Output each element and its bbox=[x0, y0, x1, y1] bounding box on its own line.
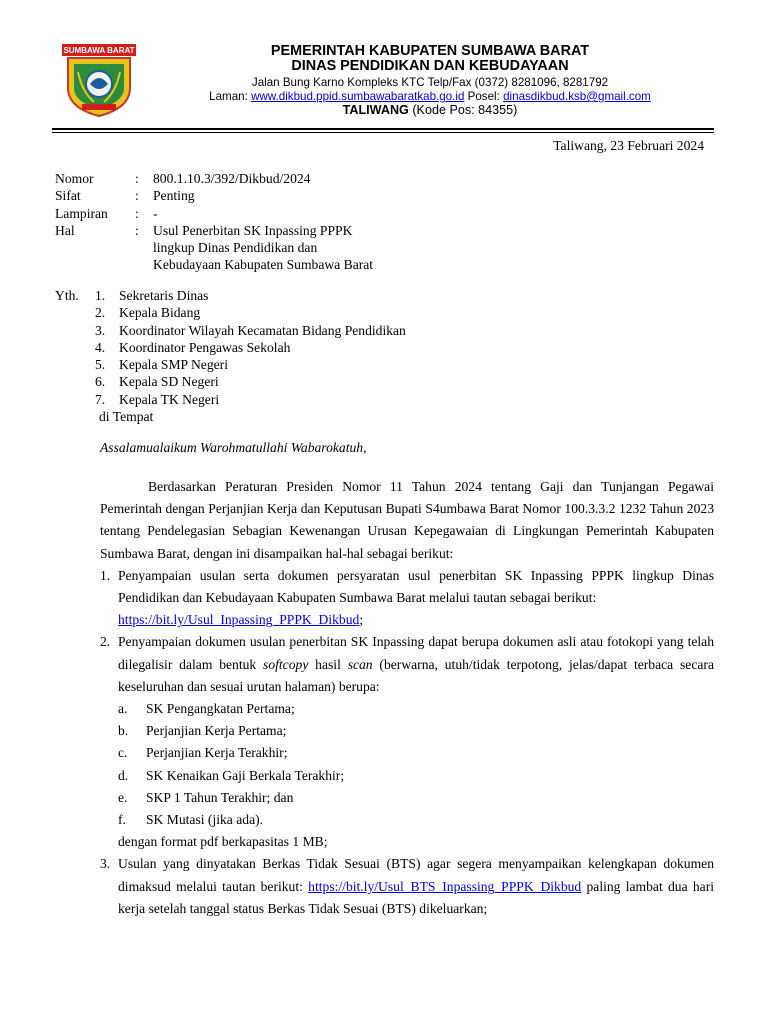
recipient-item: 3. Koordinator Wilayah Kecamatan Bidang Pendidikan bbox=[95, 322, 406, 338]
dept-name: DINAS PENDIDIKAN DAN KEBUDAYAAN bbox=[291, 58, 569, 74]
meta-colon: : bbox=[135, 171, 139, 186]
document-item: d. SK Kenaikan Gaji Berkala Terakhir; bbox=[118, 765, 714, 787]
address-line: Jalan Bung Karno Kompleks KTC Telp/Fax (0372) 8281096, 8281792 bbox=[251, 76, 609, 89]
email-link[interactable]: dinasdikbud.ksb@gmail.com bbox=[503, 90, 651, 103]
meta-value: Usul Penerbitan SK Inpassing PPPK bbox=[153, 222, 353, 238]
document-name: Perjanjian Kerja Pertama; bbox=[146, 723, 287, 739]
document-item: b. Perjanjian Kerja Pertama; bbox=[118, 720, 714, 742]
recipient-name: Kepala TK Negeri bbox=[119, 391, 220, 407]
document-name: Perjanjian Kerja Terakhir; bbox=[146, 745, 288, 761]
letterhead-text bbox=[160, 44, 700, 118]
point-3: 3. Usulan yang dinyatakan Berkas Tidak Sesuai (BTS) agar segera menyampaikan kelengkapan dokumen dimaksud melalui tautan berikut: https://bit.ly/Usul_BTS_Inpassing_PPPK_Dikbud paling lambat dua hari kerja setelah tanggal status Berkas Tidak Sesuai (BTS) dikeluarkan; bbox=[100, 856, 714, 916]
meta-colon: : bbox=[135, 222, 139, 238]
letter-body bbox=[100, 476, 714, 920]
point-2: 2. Penyampaian dokumen usulan penerbitan SK Inpassing dapat berupa dokumen asli atau fotokopi yang telah dilegalisir dalam bentuk softcopy hasil scan (berwarna, utuh/tidak terpotong, jelas/dapat terbaca secara keseluruhan dan sesuai urutan halaman) berupa: bbox=[100, 634, 714, 694]
recipients bbox=[55, 287, 406, 425]
point-2-text-b: (berwarna, utuh/tidak terpotong, jelas/dapat terbaca secara keseluruhan dan sesuai urutan halaman) berupa: bbox=[118, 656, 714, 694]
meta-colon: : bbox=[135, 205, 139, 221]
recipient-item: 2. Kepala Bidang bbox=[95, 305, 201, 321]
regency-logo bbox=[60, 42, 138, 118]
recipient-place: di Tempat bbox=[99, 409, 154, 425]
meta-key: Nomor bbox=[55, 171, 94, 186]
recipient-name: Kepala Bidang bbox=[119, 305, 201, 321]
inpassing-form-link[interactable]: https://bit.ly/Usul_Inpassing_PPPK_Dikbud bbox=[118, 612, 360, 628]
document-name: SK Mutasi (jika ada). bbox=[146, 812, 264, 828]
postal-code: (Kode Pos: 84355) bbox=[412, 103, 518, 117]
document-name: SKP 1 Tahun Terakhir; dan bbox=[146, 789, 294, 805]
posel-label: Posel: bbox=[467, 90, 500, 103]
letter-meta bbox=[55, 170, 453, 274]
point-2-mid: hasil bbox=[308, 656, 348, 672]
coat-of-arms-icon bbox=[60, 42, 138, 118]
document-name: SK Kenaikan Gaji Berkala Terakhir; bbox=[146, 767, 345, 783]
laman-label: Laman: bbox=[209, 90, 248, 103]
recipient-item: 4. Koordinator Pengawas Sekolah bbox=[95, 339, 291, 355]
point-1-end: ; bbox=[359, 612, 364, 628]
letterhead-rule-thick bbox=[52, 128, 714, 130]
letter-date: Taliwang, 23 Februari 2024 bbox=[553, 138, 704, 153]
website-link[interactable]: www.dikbud.ppid.sumbawabaratkab.go.id bbox=[251, 90, 465, 103]
softcopy-term: softcopy bbox=[263, 656, 309, 672]
contact-line bbox=[160, 90, 700, 103]
recipient-item: Yth. 1. Sekretaris Dinas bbox=[55, 288, 209, 303]
greeting: Assalamualaikum Warohmatullahi Wabarokatuh, bbox=[100, 440, 367, 455]
point-3-text-b: paling lambat dua hari kerja setelah tanggal status Berkas Tidak Sesuai (BTS) dikeluarkan; bbox=[118, 878, 714, 916]
govt-name: PEMERINTAH KABUPATEN SUMBAWA BARAT bbox=[270, 43, 590, 59]
intro-paragraph: Berdasarkan Peraturan Presiden Nomor 11 Tahun 2024 tentang Gaji dan Tunjangan Pegawai Pemerintah dengan Perjanjian Kerja dan Keputusan Bupati S4umbawa Barat Nomor 100.3.3.2 1232 Tahun 2023 tentang Pendelegasian Sebagian Kewenangan Urusan Kepegawaian di Lingkungan Pemerintah Kabupaten Sumbawa Barat, dengan ini disampaikan hal-hal sebagai berikut: bbox=[100, 479, 714, 561]
logo-banner-text: SUMBAWA BARAT bbox=[63, 46, 135, 55]
document-item: e. SKP 1 Tahun Terakhir; dan bbox=[118, 787, 714, 809]
bts-form-link[interactable]: https://bit.ly/Usul_BTS_Inpassing_PPPK_Dikbud bbox=[308, 878, 582, 894]
point-3-text: Usulan yang dinyatakan Berkas Tidak Sesuai (BTS) agar segera menyampaikan kelengkapan dokumen dimaksud melalui tautan berikut: bbox=[118, 856, 714, 894]
city-line bbox=[160, 103, 700, 118]
meta-value: Penting bbox=[153, 188, 195, 204]
meta-row-cont bbox=[55, 239, 453, 256]
meta-row bbox=[55, 170, 453, 187]
meta-key: Hal bbox=[55, 222, 75, 238]
meta-value: - bbox=[153, 205, 158, 221]
meta-row bbox=[55, 222, 453, 239]
document-name: SK Pengangkatan Pertama; bbox=[146, 701, 295, 717]
recipient-name: Kepala SMP Negeri bbox=[119, 357, 228, 373]
meta-key: Lampiran bbox=[55, 205, 108, 221]
yth-label: Yth. bbox=[55, 288, 79, 303]
subject-cont: lingkup Dinas Pendidikan dan bbox=[153, 240, 318, 256]
recipient-item: 5. Kepala SMP Negeri bbox=[95, 357, 228, 373]
meta-row bbox=[55, 187, 453, 204]
city-name: TALIWANG bbox=[342, 103, 409, 117]
document-item: c. Perjanjian Kerja Terakhir; bbox=[118, 742, 714, 764]
point-2-text: Penyampaian dokumen usulan penerbitan SK Inpassing dapat berupa dokumen asli atau fotokopi yang telah dilegalisir dalam bentuk bbox=[118, 634, 714, 672]
format-note: dengan format pdf berkapasitas 1 MB; bbox=[118, 834, 328, 850]
meta-key: Sifat bbox=[55, 188, 81, 204]
scan-term: scan bbox=[347, 656, 373, 672]
letterhead-rule-thin bbox=[52, 132, 714, 133]
meta-row-cont bbox=[55, 256, 453, 273]
meta-row bbox=[55, 205, 453, 222]
point-1: 1. Penyampaian usulan serta dokumen persyaratan usul penerbitan SK Inpassing PPPK lingkup Dinas Pendidikan dan Kebudayaan Kabupaten Sumbawa Barat melalui tautan sebagai berikut: https://bit.ly/Usul_Inpassing_PPPK_Dikbud; bbox=[100, 567, 714, 628]
meta-colon: : bbox=[135, 188, 139, 204]
recipient-item: 6. Kepala SD Negeri bbox=[95, 374, 219, 390]
recipient-name: Koordinator Wilayah Kecamatan Bidang Pendidikan bbox=[119, 322, 406, 338]
point-1-text: Penyampaian usulan serta dokumen persyaratan usul penerbitan SK Inpassing PPPK lingkup Dinas Pendidikan dan Kebudayaan Kabupaten Sumbawa Barat melalui tautan sebagai berikut: bbox=[118, 567, 714, 606]
document-item: a. SK Pengangkatan Pertama; bbox=[118, 698, 714, 720]
subject-cont: Kebudayaan Kabupaten Sumbawa Barat bbox=[153, 257, 374, 273]
recipient-item: 7. Kepala TK Negeri bbox=[95, 391, 220, 407]
recipient-name: Kepala SD Negeri bbox=[119, 374, 219, 390]
recipient-name: Koordinator Pengawas Sekolah bbox=[119, 339, 291, 355]
recipient-name: Sekretaris Dinas bbox=[119, 288, 209, 303]
document-item: f. SK Mutasi (jika ada). bbox=[118, 809, 714, 831]
meta-value: 800.1.10.3/392/Dikbud/2024 bbox=[153, 171, 311, 186]
